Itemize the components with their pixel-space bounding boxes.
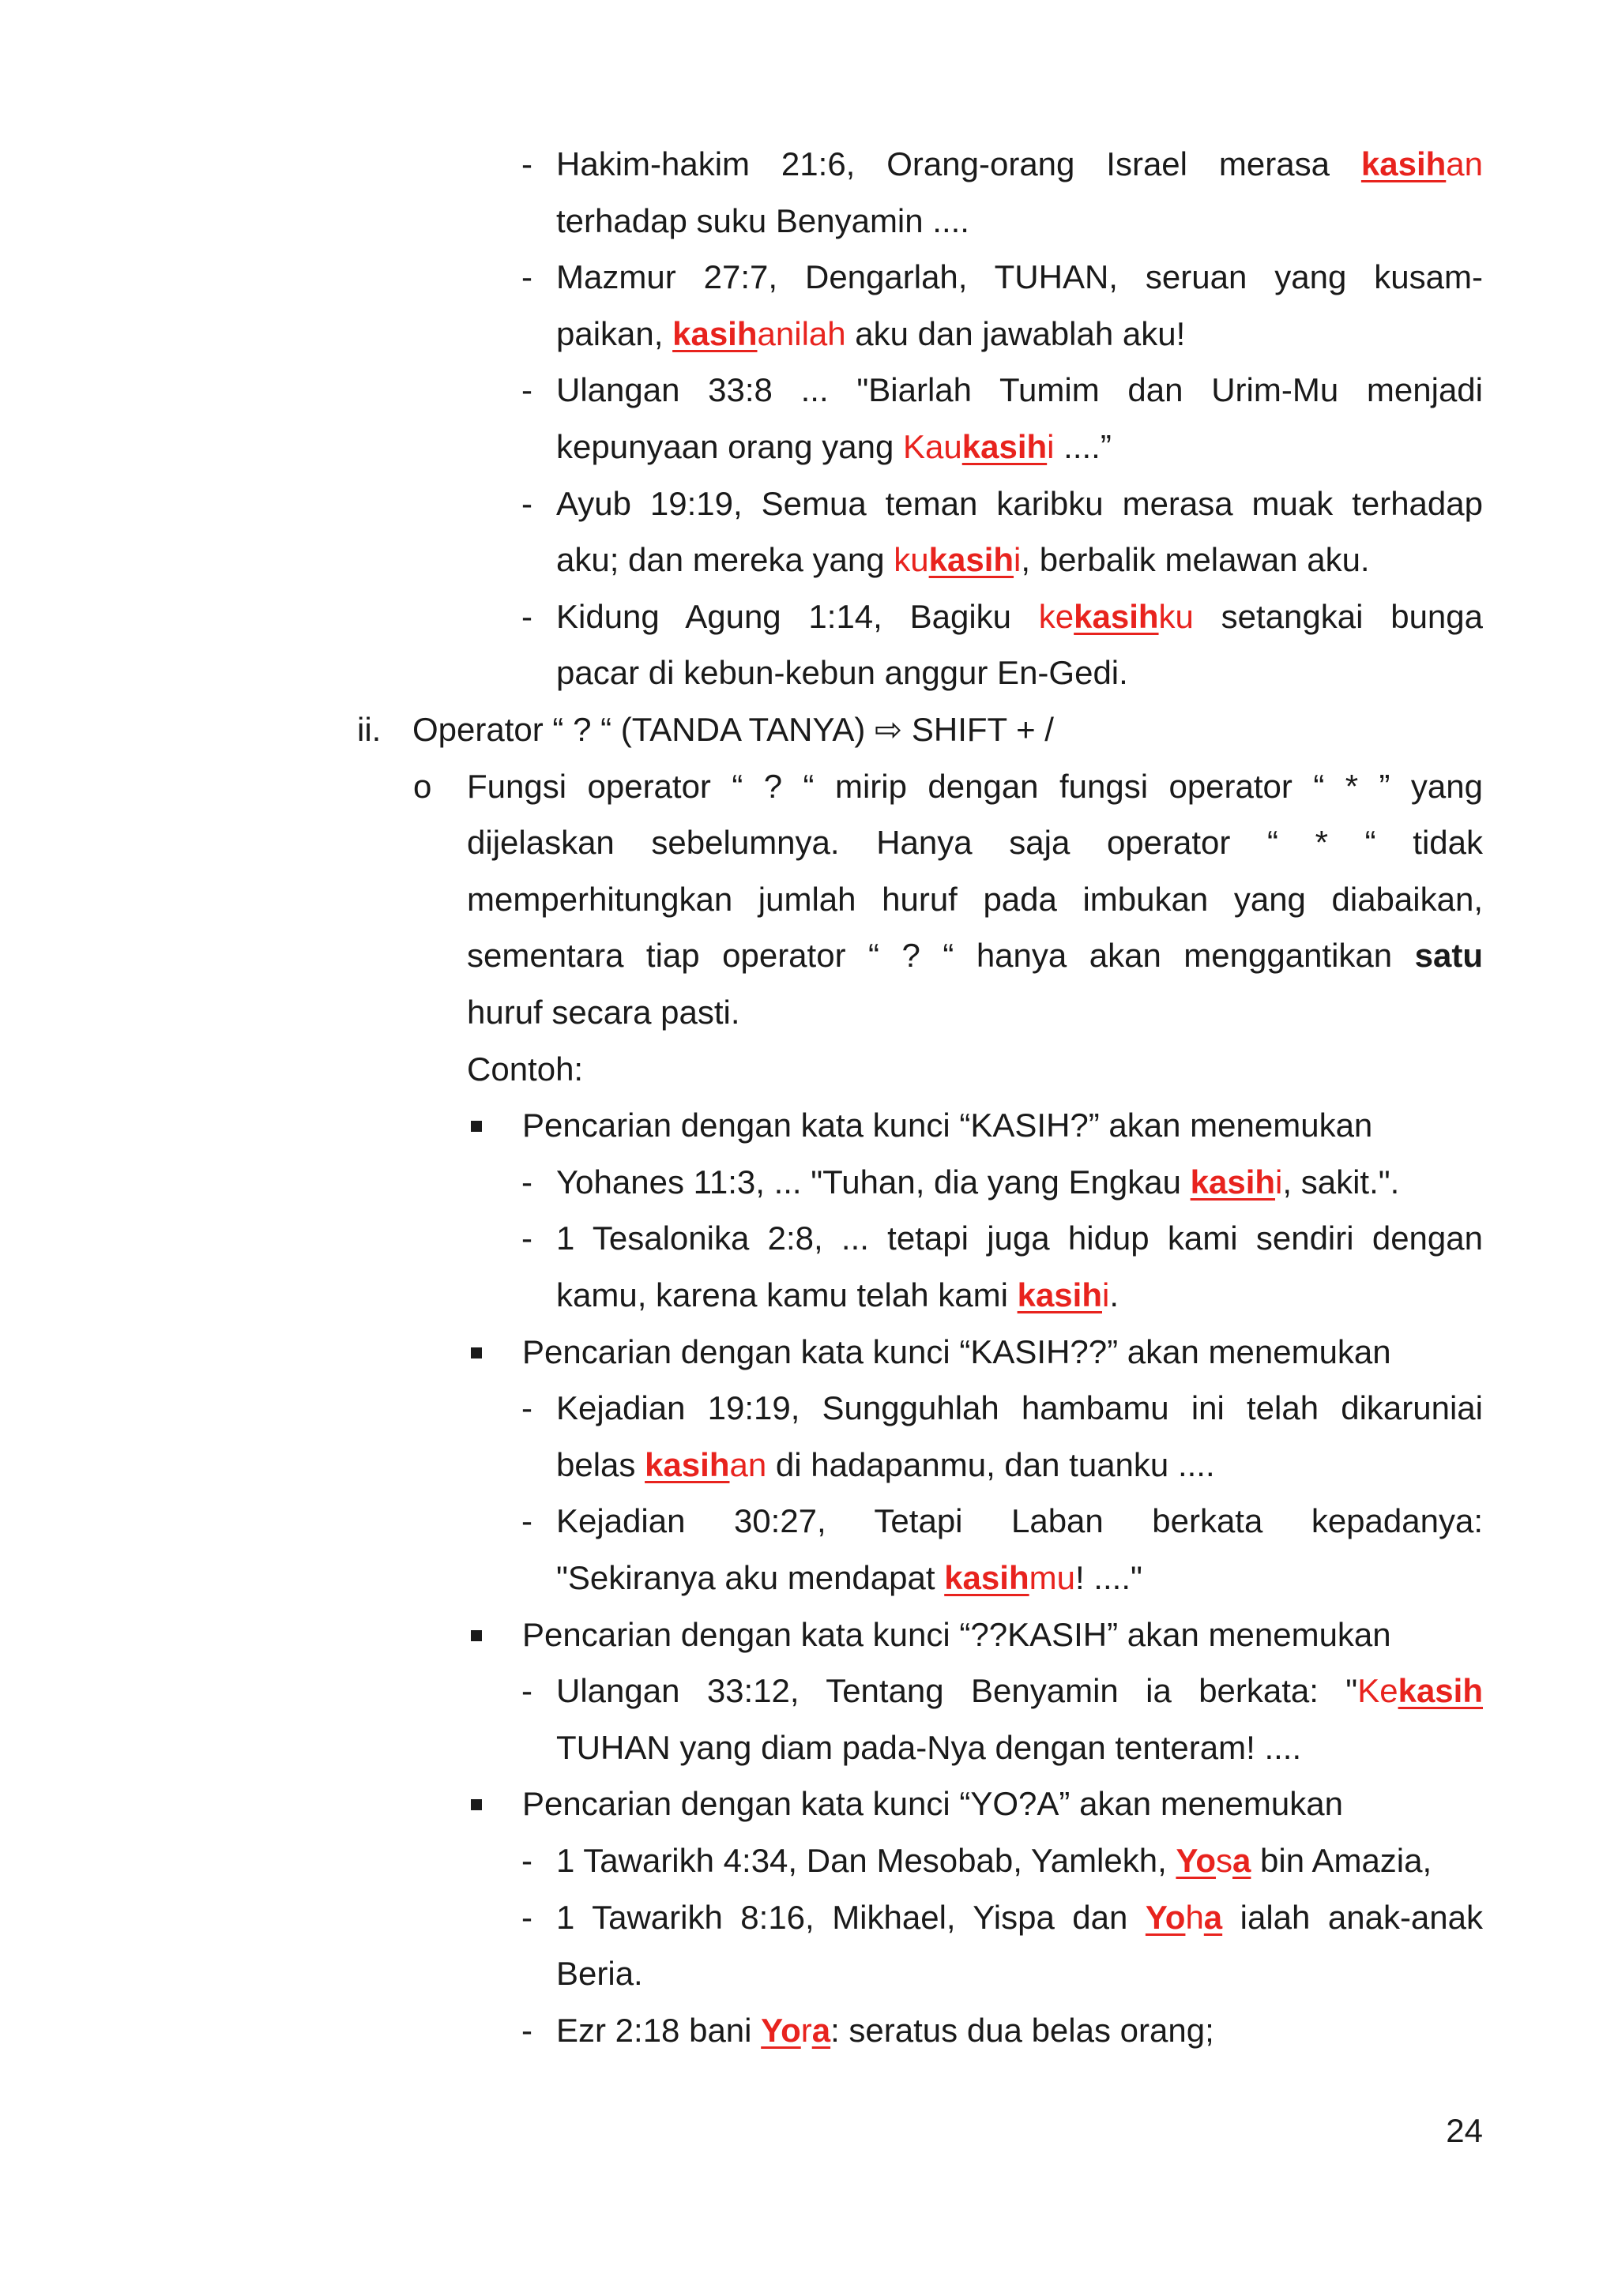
highlighted-match: kasih <box>1360 145 1447 182</box>
list-item-line: belas kasihan di hadapanmu, dan tuanku .... <box>556 1445 1215 1483</box>
dash-bullet: - <box>521 258 532 296</box>
dash-bullet: - <box>521 2011 532 2049</box>
list-item-line: Hakim-hakim 21:6, Orang-orang Israel merasa kasihan <box>556 145 1483 182</box>
highlighted-affix: r <box>800 2011 812 2049</box>
search-example-heading: Pencarian dengan kata kunci “KASIH?” akan menemukan <box>522 1107 1373 1144</box>
dash-bullet: - <box>521 1842 532 1879</box>
dash-bullet: - <box>521 1163 532 1201</box>
highlighted-match: a <box>811 2011 831 2049</box>
paragraph-line: Fungsi operator “ ? “ mirip dengan fungsi operator “ * ” yang <box>467 767 1483 805</box>
highlighted-affix: ku <box>1158 597 1194 635</box>
highlighted-affix: an <box>1446 145 1483 182</box>
highlighted-match: kasih <box>1017 1276 1102 1313</box>
list-item-line: Kidung Agung 1:14, Bagiku kekasihku setangkai bunga <box>556 597 1484 635</box>
highlighted-match: a <box>1232 1842 1251 1879</box>
list-item-line: pacar di kebun-kebun anggur En-Gedi. <box>556 654 1128 692</box>
dash-bullet: - <box>521 1219 532 1257</box>
list-item-line: 1 Tawarikh 8:16, Mikhael, Yispa dan Yoha ialah anak-anak <box>556 1898 1484 1936</box>
paragraph-line: huruf secara pasti. <box>467 994 740 1031</box>
list-item-line: Ulangan 33:8 ... "Biarlah Tumim dan Urim-Mu menjadi <box>556 371 1483 409</box>
highlighted-affix: i <box>1275 1163 1283 1201</box>
search-example-heading: Pencarian dengan kata kunci “KASIH??” akan menemukan <box>522 1332 1391 1370</box>
highlighted-match: kasih <box>944 1559 1029 1596</box>
bold-text: satu <box>1414 937 1483 975</box>
highlighted-affix: ku <box>894 541 929 579</box>
dash-bullet: - <box>521 1389 532 1427</box>
highlighted-match: kasih <box>1398 1672 1483 1710</box>
list-item-line: kamu, karena kamu telah kami kasihi. <box>556 1276 1119 1313</box>
list-item-line: Beria. <box>556 1955 643 1993</box>
highlighted-affix: Ke <box>1357 1672 1398 1710</box>
highlighted-affix: i <box>1102 1276 1110 1313</box>
highlighted-match: Yo <box>761 2011 801 2049</box>
search-example-heading: Pencarian dengan kata kunci “YO?A” akan menemukan <box>522 1785 1343 1823</box>
highlighted-match: kasih <box>961 428 1048 465</box>
highlighted-match: a <box>1203 1898 1223 1936</box>
dash-bullet: - <box>521 597 532 635</box>
list-item-line: Ayub 19:19, Semua teman karibku merasa muak terhadap <box>556 484 1483 522</box>
highlighted-match: kasih <box>1074 597 1159 635</box>
list-item-line: 1 Tawarikh 4:34, Dan Mesobab, Yamlekh, Yosa bin Amazia, <box>556 1842 1432 1879</box>
dash-bullet: - <box>521 145 532 182</box>
section-numeral: ii. <box>357 711 382 748</box>
list-item-line: terhadap suku Benyamin .... <box>556 201 969 239</box>
highlighted-affix: i <box>1047 428 1055 465</box>
square-bullet-icon <box>471 1630 482 1641</box>
list-item-line: "Sekiranya aku mendapat kasihmu! ...." <box>556 1559 1142 1596</box>
example-label: Contoh: <box>467 1050 584 1088</box>
highlighted-affix: anilah <box>757 314 846 352</box>
highlighted-affix: s <box>1216 1842 1233 1879</box>
search-example-heading: Pencarian dengan kata kunci “??KASIH” akan menemukan <box>522 1615 1391 1653</box>
square-bullet-icon <box>471 1347 482 1358</box>
square-bullet-icon <box>471 1121 482 1132</box>
highlighted-affix: h <box>1185 1898 1204 1936</box>
dash-bullet: - <box>521 1898 532 1936</box>
highlighted-affix: Kau <box>903 428 962 465</box>
highlighted-affix: mu <box>1029 1559 1075 1596</box>
list-item-line: Kejadian 19:19, Sungguhlah hambamu ini telah dikaruniai <box>556 1389 1483 1427</box>
dash-bullet: - <box>521 1672 532 1710</box>
list-item-line: kepunyaan orang yang Kaukasihi ....” <box>556 428 1112 465</box>
list-item-line: Ezr 2:18 bani Yora: seratus dua belas orang; <box>556 2011 1214 2049</box>
paragraph-line: dijelaskan sebelumnya. Hanya saja operator “ * “ tidak <box>467 824 1483 862</box>
list-item-line: aku; dan mereka yang kukasihi, berbalik melawan aku. <box>556 541 1370 579</box>
list-item-line: paikan, kasihanilah aku dan jawablah aku! <box>556 314 1186 352</box>
page-number: 24 <box>1446 2112 1483 2149</box>
list-item-line: Ulangan 33:12, Tentang Benyamin ia berkata: "Kekasih <box>556 1672 1483 1710</box>
dash-bullet: - <box>521 484 532 522</box>
highlighted-match: kasih <box>645 1445 730 1483</box>
highlighted-affix: i <box>1014 541 1022 579</box>
dash-bullet: - <box>521 1502 532 1540</box>
highlighted-match: kasih <box>672 314 758 352</box>
highlighted-match: kasih <box>1190 1163 1276 1201</box>
section-title: Operator “ ? “ (TANDA TANYA) ⇨ SHIFT + / <box>412 711 1054 748</box>
square-bullet-icon <box>471 1799 482 1810</box>
highlighted-affix: ke <box>1038 597 1074 635</box>
list-item-line: Mazmur 27:7, Dengarlah, TUHAN, seruan yang kusam- <box>556 258 1483 296</box>
highlighted-match: Yo <box>1176 1842 1217 1879</box>
list-item-line: TUHAN yang diam pada-Nya dengan tenteram! .... <box>556 1728 1302 1766</box>
list-item-line: Kejadian 30:27, Tetapi Laban berkata kepadanya: <box>556 1502 1483 1540</box>
list-item-line: Yohanes 11:3, ... "Tuhan, dia yang Engkau kasihi, sakit.". <box>556 1163 1400 1201</box>
list-item-line: 1 Tesalonika 2:8, ... tetapi juga hidup kami sendiri dengan <box>556 1219 1483 1257</box>
dash-bullet: - <box>521 371 532 409</box>
paragraph-line: sementara tiap operator “ ? “ hanya akan menggantikan satu <box>467 937 1483 975</box>
circle-bullet: o <box>413 767 432 805</box>
paragraph-line: memperhitungkan jumlah huruf pada imbukan yang diabaikan, <box>467 880 1483 918</box>
highlighted-match: kasih <box>928 541 1014 579</box>
highlighted-affix: an <box>729 1445 767 1483</box>
highlighted-match: Yo <box>1145 1898 1186 1936</box>
